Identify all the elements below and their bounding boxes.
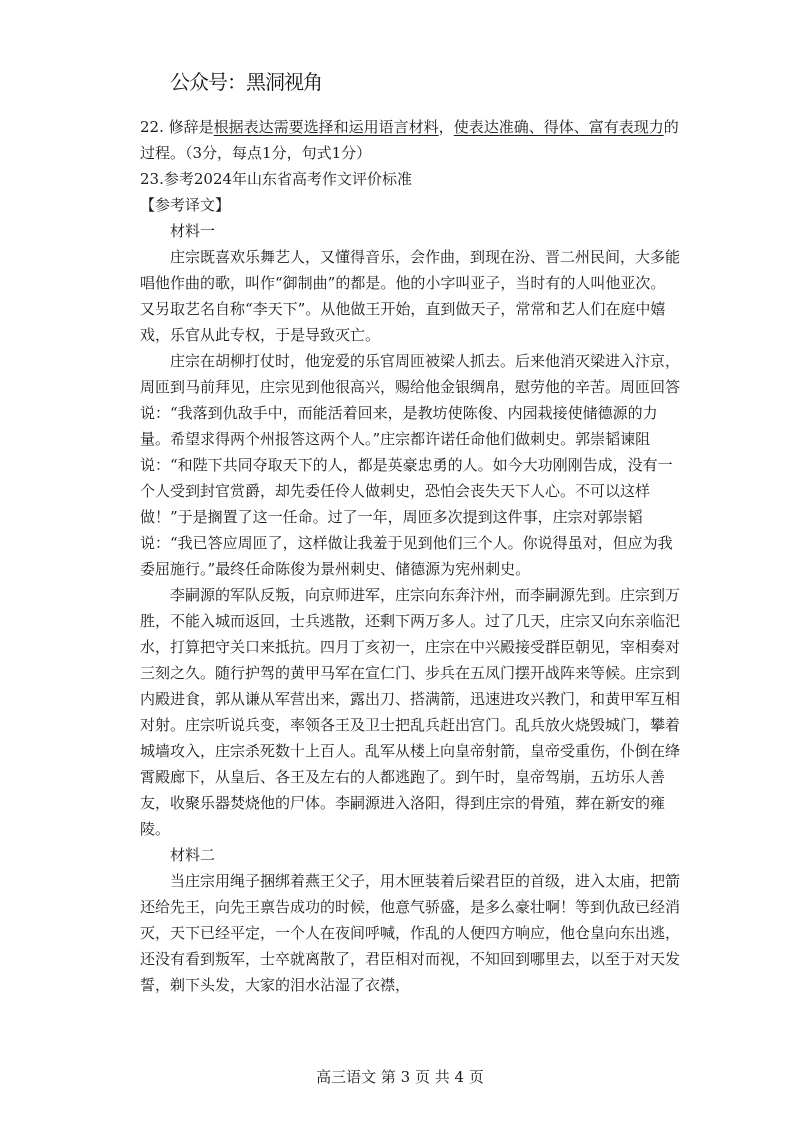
page-footer: 高三语文 第 3 页 共 4 页 [316, 1068, 484, 1086]
question-22 [140, 114, 680, 166]
material-2-heading: 材料二 [170, 846, 216, 864]
question-22-lead: 修辞是 [168, 118, 214, 136]
material-1-paragraph: 庄宗在胡柳打仗时，他宠爱的乐官周匝被梁人抓去。后来他消灭梁进入汴京，周匝到马前拜见，庄宗见到他很高兴，赐给他金银绸帛，慰劳他的辛苦。周匝回答说：“我落到仇敌手中，而能活着回来，是教坊使陈俊、内园栽接使储德源的力量。希望求得两个州报答这两个人。”庄宗都许诺任命他们做刺史。郭崇韬谏阻说：“和陛下共同夺取天下的人，都是英豪忠勇的人。如今大功刚刚告成，没有一个人受到封官赏爵，却先委任伶人做刺史，恐怕会丧失天下人心。不可以这样做！”于是搁置了这一任命。过了一年，周匝多次提到这件事，庄宗对郭崇韬说：“我已答应周匝了，这样做让我羞于见到他们三个人。你说得虽对，但应为我委屈施行。”最终任命陈俊为景州刺史、储德源为宪州刺史。 [140, 352, 681, 578]
question-23: 23.参考2024年山东省高考作文评价标准 [140, 170, 413, 188]
document-body [140, 114, 680, 998]
material-2-paragraph: 当庄宗用绳子捆绑着燕王父子，用木匣装着后梁君臣的首级，进入太庙，把箭还给先王，向先王禀告成功的时候，他意气骄盛，是多么豪壮啊！等到仇敌已经消灭，天下已经平定，一个人在夜间呼喊，作乱的人便四方响应，他仓皇向东出逃，还没有看到叛军，士卒就离散了，君臣相对而视，不知回到哪里去，以至于对天发誓，剃下头发，大家的泪水沾湿了衣襟， [140, 872, 681, 994]
question-22-point-2: 使表达准确、得体、富有表现力 [453, 118, 664, 136]
material-1-heading: 材料一 [170, 222, 216, 240]
question-22-point-1: 根据表达需要选择和运用语言材料 [213, 118, 439, 136]
question-22-number: 22. [140, 118, 164, 136]
watermark-text: 公众号：黑洞视角 [170, 70, 322, 94]
reference-translation-title: 【参考译文】 [140, 196, 231, 214]
question-22-separator: ， [438, 118, 454, 136]
material-1-paragraph: 李嗣源的军队反叛，向京师进军，庄宗向东奔汴州，而李嗣源先到。庄宗到万胜，不能入城而返回，士兵逃散，还剩下两万多人。过了几天，庄宗又向东亲临汜水，打算把守关口来抵抗。四月丁亥初一，庄宗在中兴殿接受群臣朝见，宰相奏对三刻之久。随行护驾的黄甲马军在宣仁门、步兵在五凤门摆开战阵来等候。庄宗到内殿进食，郭从谦从军营出来，露出刀、搭满箭，迅速进攻兴教门，和黄甲军互相对射。庄宗听说兵变，率领各王及卫士把乱兵赶出宫门。乱兵放火烧毁城门，攀着城墙攻入，庄宗杀死数十上百人。乱军从楼上向皇帝射箭，皇帝受重伤，仆倒在绛霄殿廊下，从皇后、各王及左右的人都逃跑了。到午时，皇帝驾崩，五坊乐人善友，收聚乐器焚烧他的尸体。李嗣源进入洛阳，得到庄宗的骨殖，葬在新安的雍陵。 [140, 586, 681, 838]
material-1-paragraph: 庄宗既喜欢乐舞艺人，又懂得音乐，会作曲，到现在汾、晋二州民间，大多能唱他作曲的歌，叫作“御制曲”的都是。他的小字叫亚子，当时有的人叫他亚次。又另取艺名自称“李天下”。从他做王开始，直到做天子，常常和艺人们在庭中嬉戏，乐官从此专权，于是导致灭亡。 [140, 248, 681, 344]
question-22-tail: 的过程。（3分，每点1分，句式1分） [140, 118, 679, 162]
